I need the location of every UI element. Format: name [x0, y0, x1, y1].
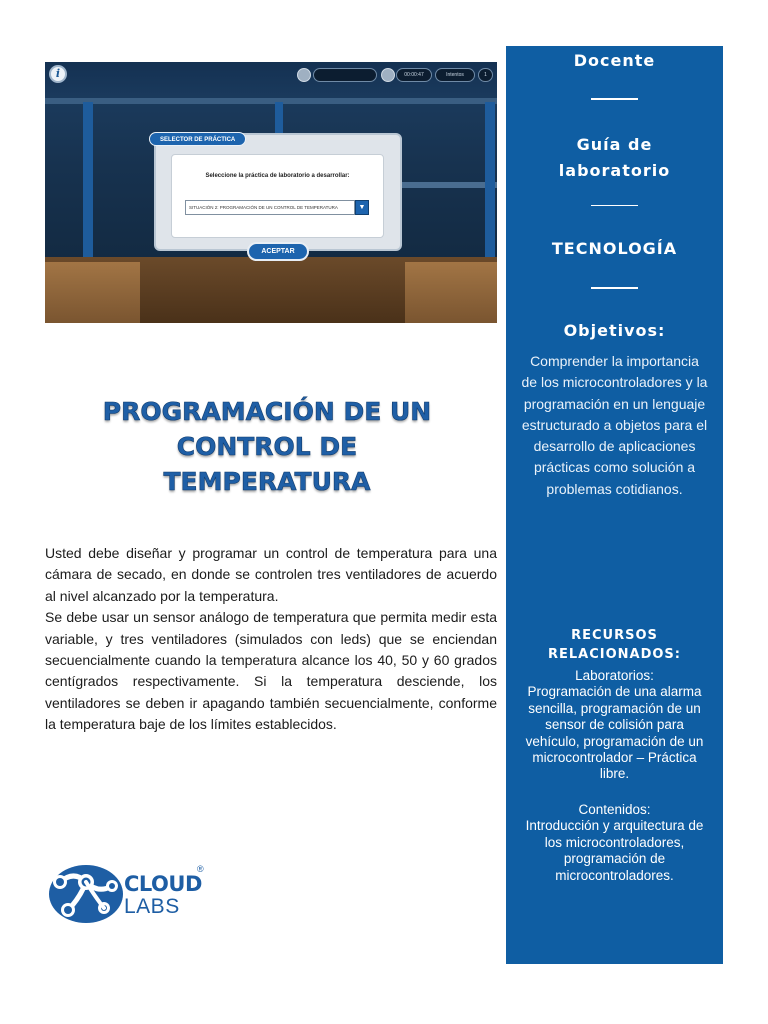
guia-line-2: laboratorio: [558, 161, 671, 180]
desk-right: [405, 262, 497, 323]
desk-left: [45, 262, 140, 323]
laboratorios-label: Laboratorios:: [575, 668, 654, 683]
objetivos-heading: Objetivos:: [563, 321, 666, 340]
recursos-heading: [506, 626, 723, 664]
back-wall: [45, 62, 497, 102]
dialog-content: [171, 154, 384, 238]
divider: [591, 287, 638, 289]
lab-screenshot: [45, 62, 497, 323]
title-line-2: CONTROL DE: [176, 432, 358, 461]
recursos-line-2: RELACIONADOS:: [547, 647, 681, 662]
top-shelf: [45, 98, 497, 104]
divider: [591, 98, 638, 100]
recursos-line-1: RECURSOS: [571, 628, 658, 643]
title-line-3: TEMPERATURA: [163, 467, 371, 496]
shelf-post-right: [485, 102, 495, 262]
objetivos-text: Comprender la importancia de los microcontroladores y la programación en un lenguaje estructurado a objetos para el desarrollo de aplicaciones prácticas como solución a problemas cotidianos.: [521, 353, 708, 497]
cloudlabs-logo: [46, 860, 216, 926]
laboratorios-text: Programación de una alarma sencilla, programación de un sensor de colisión para vehículo, programación de un microcontrolador – Práctica libre.: [525, 684, 704, 782]
chevron-down-icon[interactable]: ▼: [355, 200, 369, 215]
attempts-count: 1: [478, 68, 493, 82]
practice-select[interactable]: SITUACIÓN 2: PROGRAMACIÓN DE UN CONTROL DE TEMPERATURA: [185, 200, 355, 215]
molecule-logo-icon: [46, 860, 126, 926]
logo-word-cloud: CLOUD: [124, 872, 202, 896]
contenidos-label: Contenidos:: [578, 802, 651, 817]
document-body: [45, 543, 497, 736]
user-name-field: [313, 68, 377, 82]
sidebar-docente: Docente: [573, 51, 656, 70]
contenidos-text: Introducción y arquitectura de los microcontroladores, programación de microcontroladores.: [525, 818, 704, 883]
shelf-post-left: [83, 102, 93, 262]
dialog-prompt: Seleccione la práctica de laboratorio a desarrollar:: [205, 173, 350, 179]
body-paragraph-2: Se debe usar un sensor análogo de temperatura que permita medir esta variable, y tres ventiladores (simulados con leds) que se enciendan secuencialmente cuando la temperatura alcance los 40, 50 y 60 grados centígrados respectivamente. Si la temperatura desciende, los ventiladores se deben ir apagando también secuencialmente, conforme la temperatura baje de los límites establecidos.: [45, 609, 497, 733]
attempts-label: Intentos: [435, 68, 475, 82]
user-icon: [297, 68, 311, 82]
document-title: [45, 394, 489, 499]
laboratorios-section: [518, 668, 711, 783]
divider: [591, 205, 638, 206]
title-line-1: PROGRAMACIÓN DE UN: [102, 397, 432, 426]
dialog-title: SELECTOR DE PRÁCTICA: [149, 132, 246, 146]
timer-display: 00:00:47: [396, 68, 432, 82]
logo-word-labs: LABS: [124, 895, 180, 918]
sidebar-guia: [506, 132, 723, 184]
clock-icon: [381, 68, 395, 82]
accept-button[interactable]: ACEPTAR: [247, 242, 309, 261]
info-button[interactable]: i: [49, 65, 67, 83]
contenidos-section: [518, 802, 711, 884]
sidebar-area: TECNOLOGÍA: [551, 239, 678, 258]
registered-mark: ®: [197, 864, 204, 874]
info-sidebar: [506, 46, 723, 964]
body-paragraph-1: Usted debe diseñar y programar un control de temperatura para una cámara de secado, en donde se controlen tres ventiladores de acuerdo al nivel alcanzado por la temperatura.: [45, 545, 497, 604]
guia-line-1: Guía de: [576, 135, 653, 154]
